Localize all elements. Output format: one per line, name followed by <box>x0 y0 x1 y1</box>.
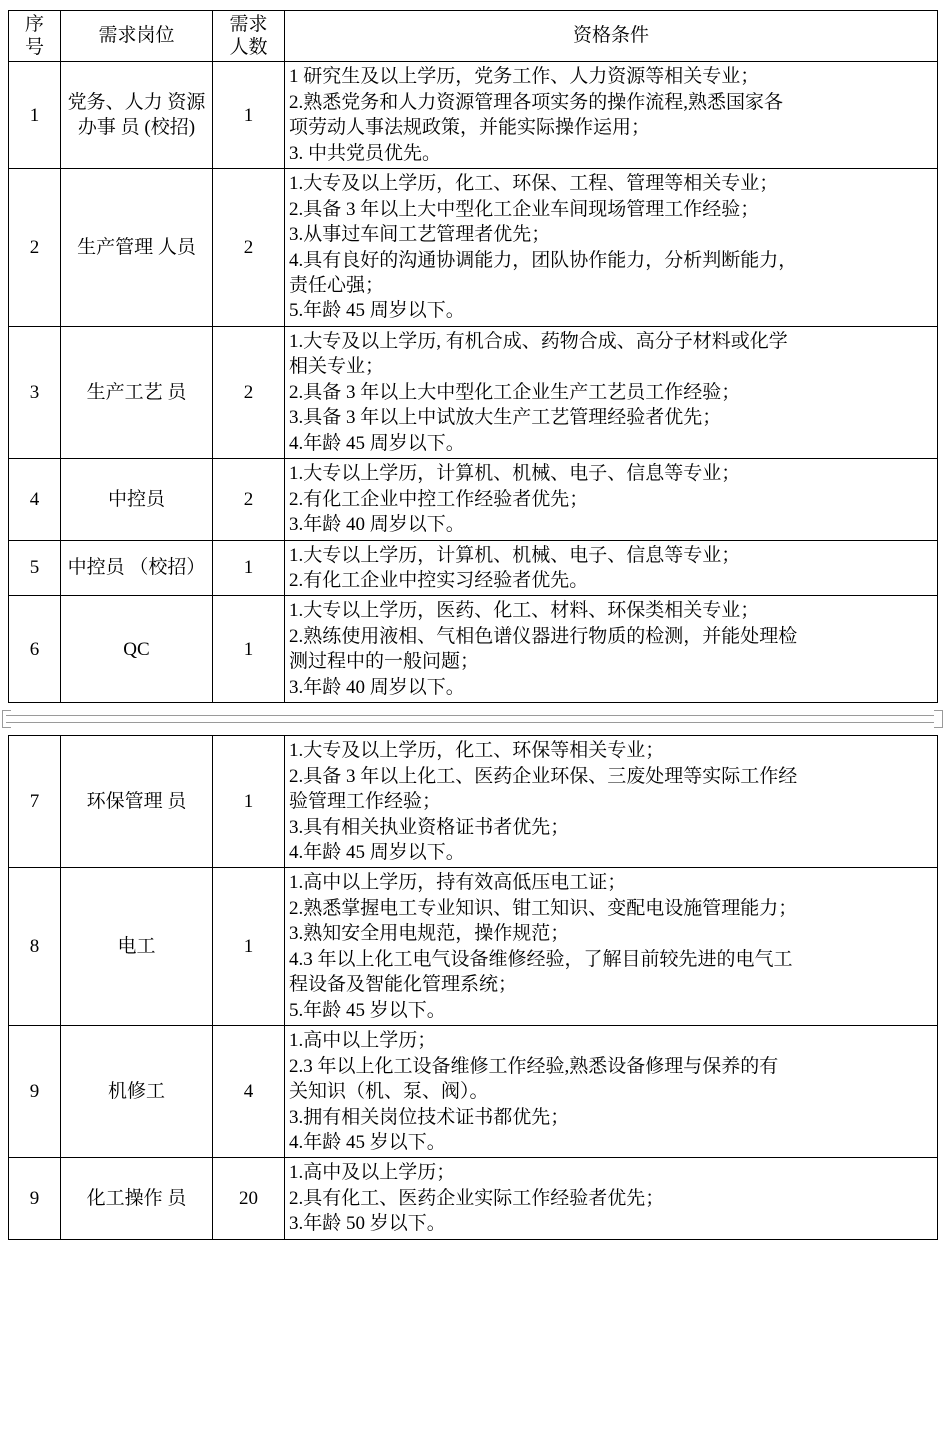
cell-count: 1 <box>213 868 285 1026</box>
cell-post: 机修工 <box>61 1026 213 1158</box>
cell-count: 1 <box>213 62 285 169</box>
cell-post: 中控员 （校招） <box>61 540 213 596</box>
cell-post: QC <box>61 596 213 703</box>
table-body-part-2 <box>9 736 938 1240</box>
table-row <box>9 736 938 868</box>
cell-post: 电工 <box>61 868 213 1026</box>
cell-no: 2 <box>9 169 61 327</box>
page-break-right-cap <box>934 710 943 728</box>
table-row <box>9 868 938 1026</box>
cell-post: 生产管理 人员 <box>61 169 213 327</box>
column-header-post: 需求岗位 <box>61 11 213 62</box>
cell-no: 1 <box>9 62 61 169</box>
column-header-count: 需求 人数 <box>213 11 285 62</box>
cell-count: 20 <box>213 1158 285 1239</box>
cell-no: 8 <box>9 868 61 1026</box>
cell-count: 2 <box>213 169 285 327</box>
table-row <box>9 62 938 169</box>
column-header-no: 序 号 <box>9 11 61 62</box>
table-row <box>9 326 938 458</box>
cell-requirements: 1.高中以上学历； 2.3 年以上化工设备维修工作经验,熟悉设备修理与保养的有 关知识（机、泵、阀）。 3.拥有相关岗位技术证书都优先； 4.年龄 45 岁以下。 <box>285 1026 938 1158</box>
cell-no: 7 <box>9 736 61 868</box>
cell-no: 4 <box>9 459 61 540</box>
recruitment-table-part-2 <box>8 735 938 1240</box>
cell-post: 化工操作 员 <box>61 1158 213 1239</box>
cell-requirements: 1.大专及以上学历，化工、环保等相关专业； 2.具备 3 年以上化工、医药企业环保、三废处理等实际工作经 验管理工作经验； 3.具有相关执业资格证书者优先； 4.年龄 45 周岁以下。 <box>285 736 938 868</box>
table-row <box>9 1026 938 1158</box>
table-row <box>9 1158 938 1239</box>
cell-requirements: 1.大专以上学历，计算机、机械、电子、信息等专业； 2.有化工企业中控实习经验者优先。 <box>285 540 938 596</box>
cell-no: 9 <box>9 1026 61 1158</box>
cell-requirements: 1 研究生及以上学历，党务工作、人力资源等相关专业； 2.熟悉党务和人力资源管理各项实务的操作流程,熟悉国家各 项劳动人事法规政策，并能实际操作运用； 3. 中共党员优先。 <box>285 62 938 169</box>
cell-count: 1 <box>213 736 285 868</box>
page-break-separator <box>0 707 945 729</box>
cell-no: 3 <box>9 326 61 458</box>
cell-requirements: 1.大专以上学历，计算机、机械、电子、信息等专业； 2.有化工企业中控工作经验者优先； 3.年龄 40 周岁以下。 <box>285 459 938 540</box>
cell-post: 环保管理 员 <box>61 736 213 868</box>
top-spacer <box>0 0 945 4</box>
cell-requirements: 1.大专及以上学历，化工、环保、工程、管理等相关专业； 2.具备 3 年以上大中型化工企业车间现场管理工作经验； 3.从事过车间工艺管理者优先； 4.具有良好的沟通协调能力，团队协作能力，分析判断能力， 责任心强； 5.年龄 45 周岁以下。 <box>285 169 938 327</box>
cell-requirements: 1.高中以上学历，持有效高低压电工证； 2.熟悉掌握电工专业知识、钳工知识、变配电设施管理能力； 3.熟知安全用电规范，操作规范； 4.3 年以上化工电气设备维修经验，了解目前较先进的电气工 程设备及智能化管理系统； 5.年龄 45 岁以下。 <box>285 868 938 1026</box>
cell-count: 1 <box>213 596 285 703</box>
cell-requirements: 1.高中及以上学历； 2.具有化工、医药企业实际工作经验者优先； 3.年龄 50 岁以下。 <box>285 1158 938 1239</box>
table-row <box>9 459 938 540</box>
cell-post: 中控员 <box>61 459 213 540</box>
recruitment-table-part-1 <box>8 10 938 703</box>
cell-count: 2 <box>213 459 285 540</box>
cell-no: 6 <box>9 596 61 703</box>
table-body-part-1 <box>9 62 938 703</box>
cell-count: 4 <box>213 1026 285 1158</box>
cell-count: 2 <box>213 326 285 458</box>
table-header-row <box>9 11 938 62</box>
cell-no: 5 <box>9 540 61 596</box>
page-break-rule <box>6 715 939 723</box>
table-row <box>9 596 938 703</box>
cell-post: 党务、人力 资源办事 员 (校招) <box>61 62 213 169</box>
cell-no: 9 <box>9 1158 61 1239</box>
cell-requirements: 1.大专及以上学历, 有机合成、药物合成、高分子材料或化学 相关专业； 2.具备 3 年以上大中型化工企业生产工艺员工作经验； 3.具备 3 年以上中试放大生产工艺管理经验者优先； 4.年龄 45 周岁以下。 <box>285 326 938 458</box>
table-row <box>9 540 938 596</box>
table-header <box>9 11 938 62</box>
cell-post: 生产工艺 员 <box>61 326 213 458</box>
cell-count: 1 <box>213 540 285 596</box>
column-header-requirements: 资格条件 <box>285 11 938 62</box>
table-row <box>9 169 938 327</box>
cell-requirements: 1.大专以上学历，医药、化工、材料、环保类相关专业； 2.熟练使用液相、气相色谱仪器进行物质的检测，并能处理检 测过程中的一般问题； 3.年龄 40 周岁以下。 <box>285 596 938 703</box>
